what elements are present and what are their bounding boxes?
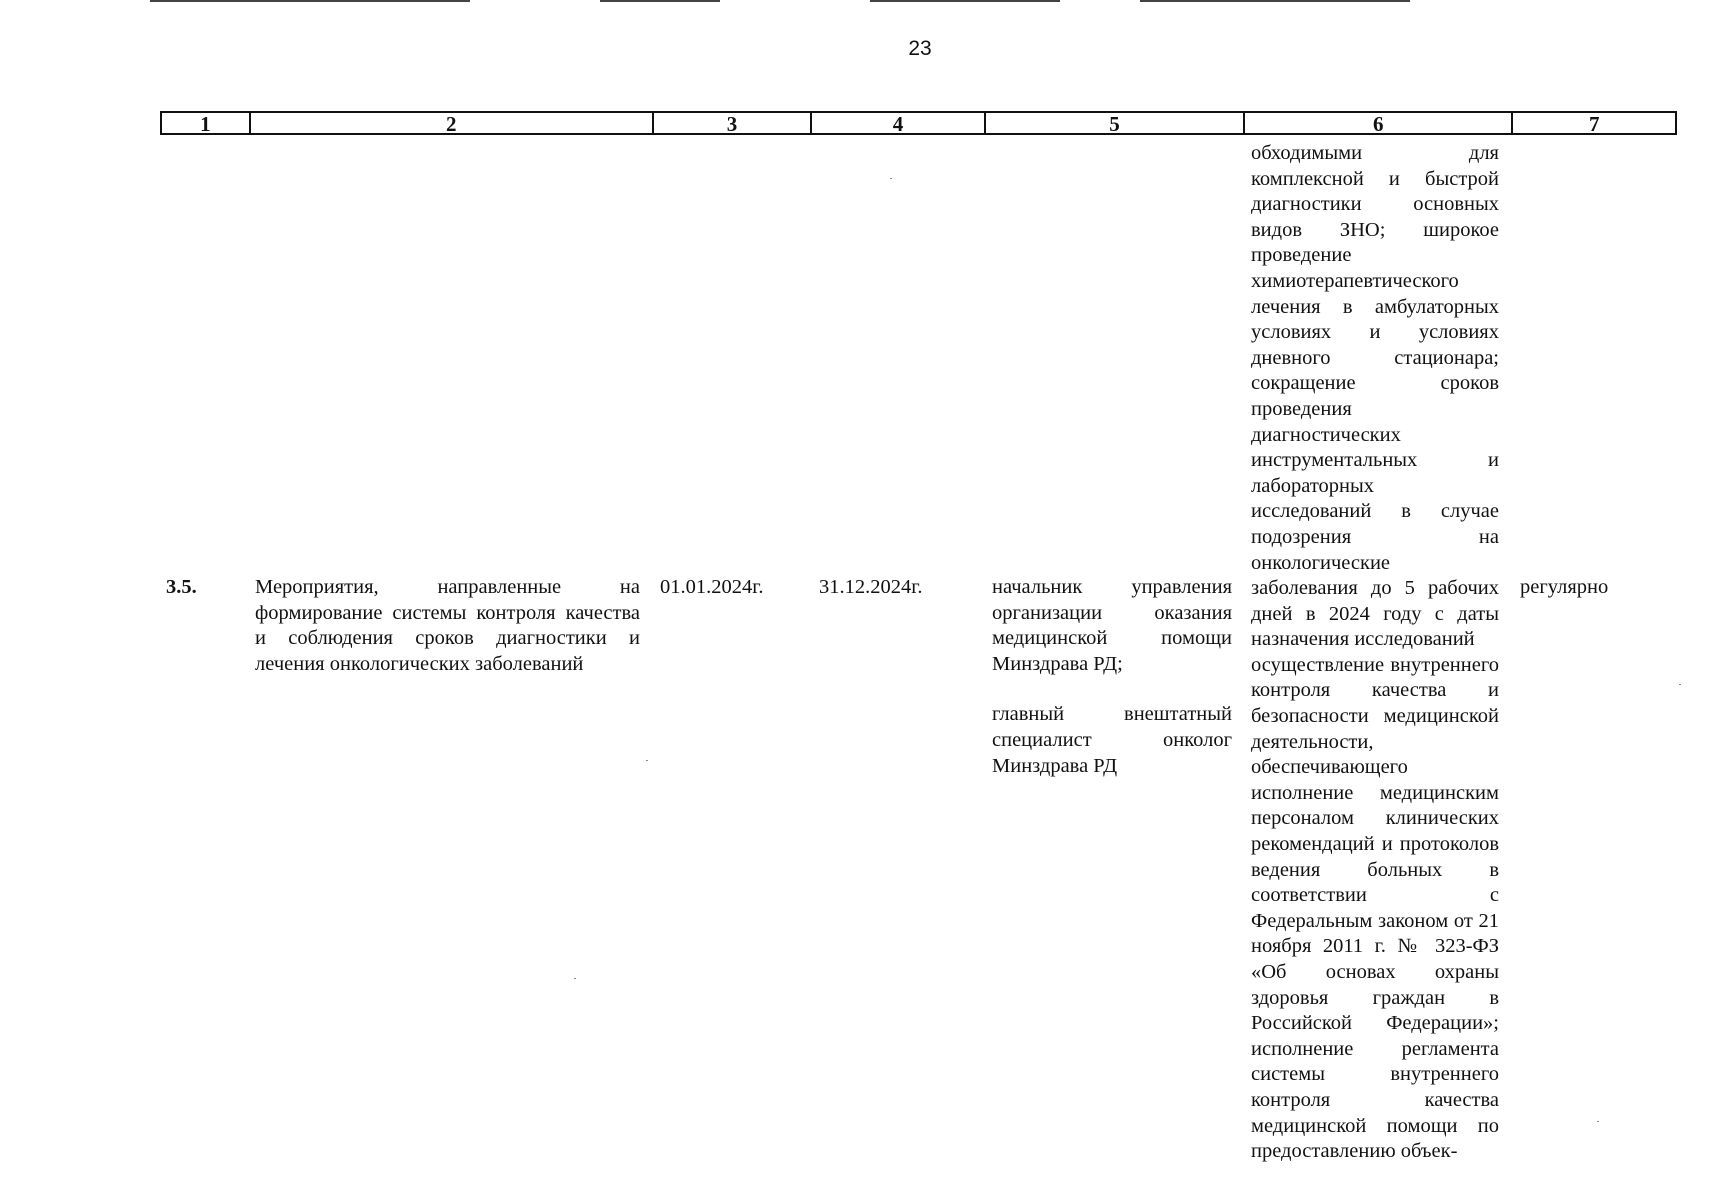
responsible-person-1: начальник управления организации оказания медицинской помощи Минздрава РД; — [992, 576, 1232, 675]
top-rule-left — [150, 0, 470, 2]
scan-speck — [1597, 1121, 1599, 1122]
top-rule-center — [870, 0, 1060, 2]
header-col-6: 6 — [1245, 113, 1513, 133]
responsible-person-2: главный внештатный специалист онколог Минздрава РД — [992, 703, 1232, 777]
periodicity: регулярно — [1520, 576, 1609, 598]
top-rule-center-left — [600, 0, 720, 2]
scan-speck — [574, 978, 576, 979]
header-col-4: 4 — [812, 113, 986, 133]
header-col-5: 5 — [986, 113, 1245, 133]
scan-speck — [1679, 684, 1681, 685]
top-rule-right — [1140, 0, 1410, 2]
page-number: 23 — [908, 37, 932, 60]
result-text: осуществление внутреннего контроля качества и безопасности медицинской деятельности, обеспечивающего исполнение медицинским персоналом клинических рекомендаций и протоколов ведения больных в соответствии с Федеральным законом от 21 ноября 2011 г. № 323-ФЗ «Об основах охраны здоровья граждан в Российской Федерации»; исполнение регламента системы внутреннего контроля качества медицинской помощи по предоставлению объек- — [1251, 653, 1499, 1163]
header-col-1: 1 — [162, 113, 251, 133]
scan-speck — [890, 178, 892, 179]
scan-speck — [646, 760, 648, 761]
header-col-3: 3 — [654, 113, 813, 133]
result-continuation: обходимыми для комплексной и быстрой диагностики основных видов ЗНО; широкое проведение химиотерапевтического лечения в амбулаторных условиях и условиях дневного стационара; сокращение сроков проведения диагностических инструментальных и лабораторных исследований в случае подозрения на онкологические заболевания до 5 рабочих дней в 2024 году с даты назначения исследований — [1251, 142, 1499, 651]
header-col-2: 2 — [251, 113, 654, 133]
responsible-persons — [992, 575, 1232, 804]
header-col-7: 7 — [1588, 112, 1600, 136]
row-number: 3.5. — [166, 576, 197, 598]
expected-result — [1251, 141, 1499, 1165]
start-date: 01.01.2024г. — [660, 576, 764, 598]
end-date: 31.12.2024г. — [819, 576, 923, 598]
activity-text: Мероприятия, направленные на формирование системы контроля качества и соблюдения сроков диагностики и лечения онкологических заболеваний — [255, 576, 640, 675]
table-header-row — [160, 111, 1677, 135]
